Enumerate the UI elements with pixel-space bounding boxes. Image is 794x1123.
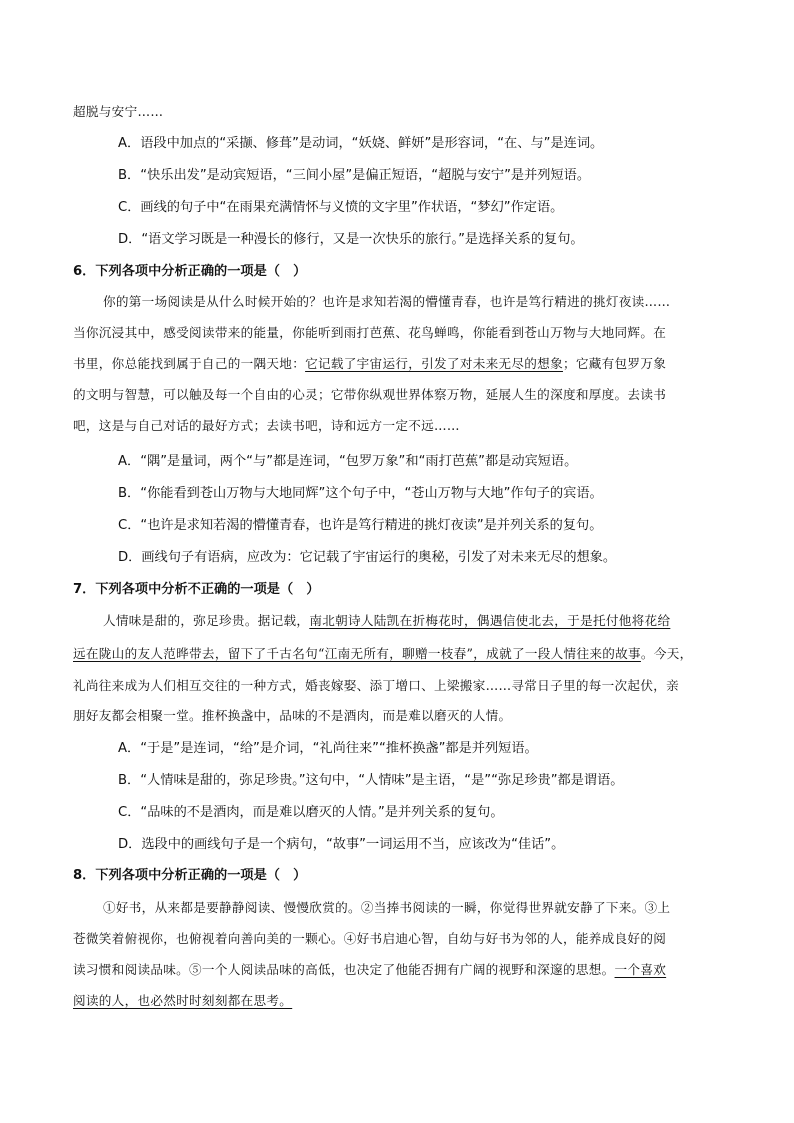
q6-passage-line: 吧，这是与自己对话的最好方式；去读书吧，诗和远方一定不远…… <box>73 418 460 433</box>
q6-stem: 6．下列各项中分析正确的一项是（ ） <box>73 264 307 279</box>
q8-passage-text: 读习惯和阅读品味。⑤一个人阅读品味的高低，也决定了他能否拥有广阔的视野和深邃的思想。 <box>73 962 615 977</box>
q7-option-d: D．选段中的画线句子是一个病句，“故事”一词运用不当，应该改为“佳话”。 <box>118 837 565 852</box>
q6-passage-line: 的文明与智慧，可以触及每一个自由的心灵；它带你纵观世界体察万物，延展人生的深度和厚度。去读书 <box>73 387 667 402</box>
q6-passage-line <box>73 354 666 374</box>
q7-option-c: C．“品味的不是酒肉，而是难以磨灭的人情。”是并列关系的复句。 <box>118 805 504 820</box>
passage-fragment: 超脱与安宁…… <box>73 104 164 119</box>
q8-underlined-sentence: 一个喜欢 <box>614 962 667 977</box>
q7-option-a: A．“于是”是连词，“给”是介词，“礼尚往来”“推杯换盏”都是并列短语。 <box>118 741 538 756</box>
q8-underlined-sentence: 阅读的人，也必然时时刻刻都在思考。 <box>73 993 293 1008</box>
q8-stem: 8．下列各项中分析正确的一项是（ ） <box>73 868 307 883</box>
q5-option-b: B．“快乐出发”是动宾短语，“三间小屋”是偏正短语，“超脱与安宁”是并列短语。 <box>118 168 591 183</box>
q7-option-b: B．“人情味是甜的，弥足珍贵。”这句中，“人情味”是主语，“是”“弥足珍贵”都是谓语。 <box>118 773 624 788</box>
q7-passage-text: 。今天， <box>640 646 693 661</box>
q6-option-c: C．“也许是求知若渴的懵懂青春，也许是笃行精进的挑灯夜读”是并列关系的复句。 <box>118 518 603 533</box>
q7-underlined-sentence: 远在陇山的友人范晔带去，留下了千古名句“江南无所有，聊赠一枝春”，成就了一段人情往来的故事 <box>73 646 641 661</box>
q7-stem: 7．下列各项中分析不正确的一项是（ ） <box>73 582 320 597</box>
q6-passage-line: 你的第一场阅读是从什么时候开始的？也许是求知若渴的懵懂青春，也许是笃行精进的挑灯夜读…… <box>103 294 671 309</box>
q6-option-b: B．“你能看到苍山万物与大地同辉”这个句子中，“苍山万物与大地”作句子的宾语。 <box>118 486 603 501</box>
q7-passage-line: 朋好友都会相聚一堂。推杯换盏中，品味的不是酒肉，而是难以磨灭的人情。 <box>73 708 512 723</box>
q8-passage-line <box>73 991 292 1011</box>
q7-passage-line <box>73 644 693 664</box>
q6-passage-line: 当你沉浸其中，感受阅读带来的能量，你能听到雨打芭蕉、花鸟蝉鸣，你能看到苍山万物与大地同辉。在 <box>73 325 667 340</box>
q7-passage-line: 礼尚往来成为人们相互交往的一种方式，婚丧嫁娶、添丁增口、上梁搬家……寻常日子里的每一次起伏，亲 <box>73 678 680 693</box>
q7-passage-line <box>103 611 670 631</box>
q7-underlined-sentence: 南北朝诗人陆凯在折梅花时，偶遇信使北去，于是托付他将花给 <box>309 613 671 628</box>
q6-option-a: A．“隅”是量词，两个“与”都是连词，“包罗万象”和“雨打芭蕉”都是动宾短语。 <box>118 454 578 469</box>
q6-passage-text: 书里，你总能找到属于自己的一隅天地： <box>73 356 306 371</box>
q5-option-a: A．语段中加点的“采撷、修葺”是动词，“妖娆、鲜妍”是形容词，“在、与”是连词。 <box>118 136 604 151</box>
q6-passage-text: ；它藏有包罗万象 <box>562 356 667 371</box>
q8-passage-line: 苍微笑着俯视你，也俯视着向善向美的一颗心。④好书启迪心智，自幼与好书为邻的人，能养成良好的阅 <box>73 931 667 946</box>
q5-option-c: C．画线的句子中“在雨果充满情怀与义愤的文字里”作状语，“梦幻”作定语。 <box>118 200 564 215</box>
q6-option-d: D．画线句子有语病，应改为：它记载了宇宙运行的奥秘，引发了对未来无尽的想象。 <box>118 550 617 565</box>
q6-underlined-sentence: 它记载了宇宙运行，引发了对未来无尽的想象 <box>305 356 563 371</box>
q8-passage-line: ①好书，从来都是要静静阅读、慢慢欣赏的。②当捧书阅读的一瞬，你觉得世界就安静了下来。③上 <box>103 900 671 915</box>
q5-option-d: D．“语文学习既是一种漫长的修行，又是一次快乐的旅行。”是选择关系的复句。 <box>118 232 584 247</box>
q8-passage-line <box>73 960 666 980</box>
q7-passage-text: 人情味是甜的，弥足珍贵。据记载， <box>103 613 310 628</box>
